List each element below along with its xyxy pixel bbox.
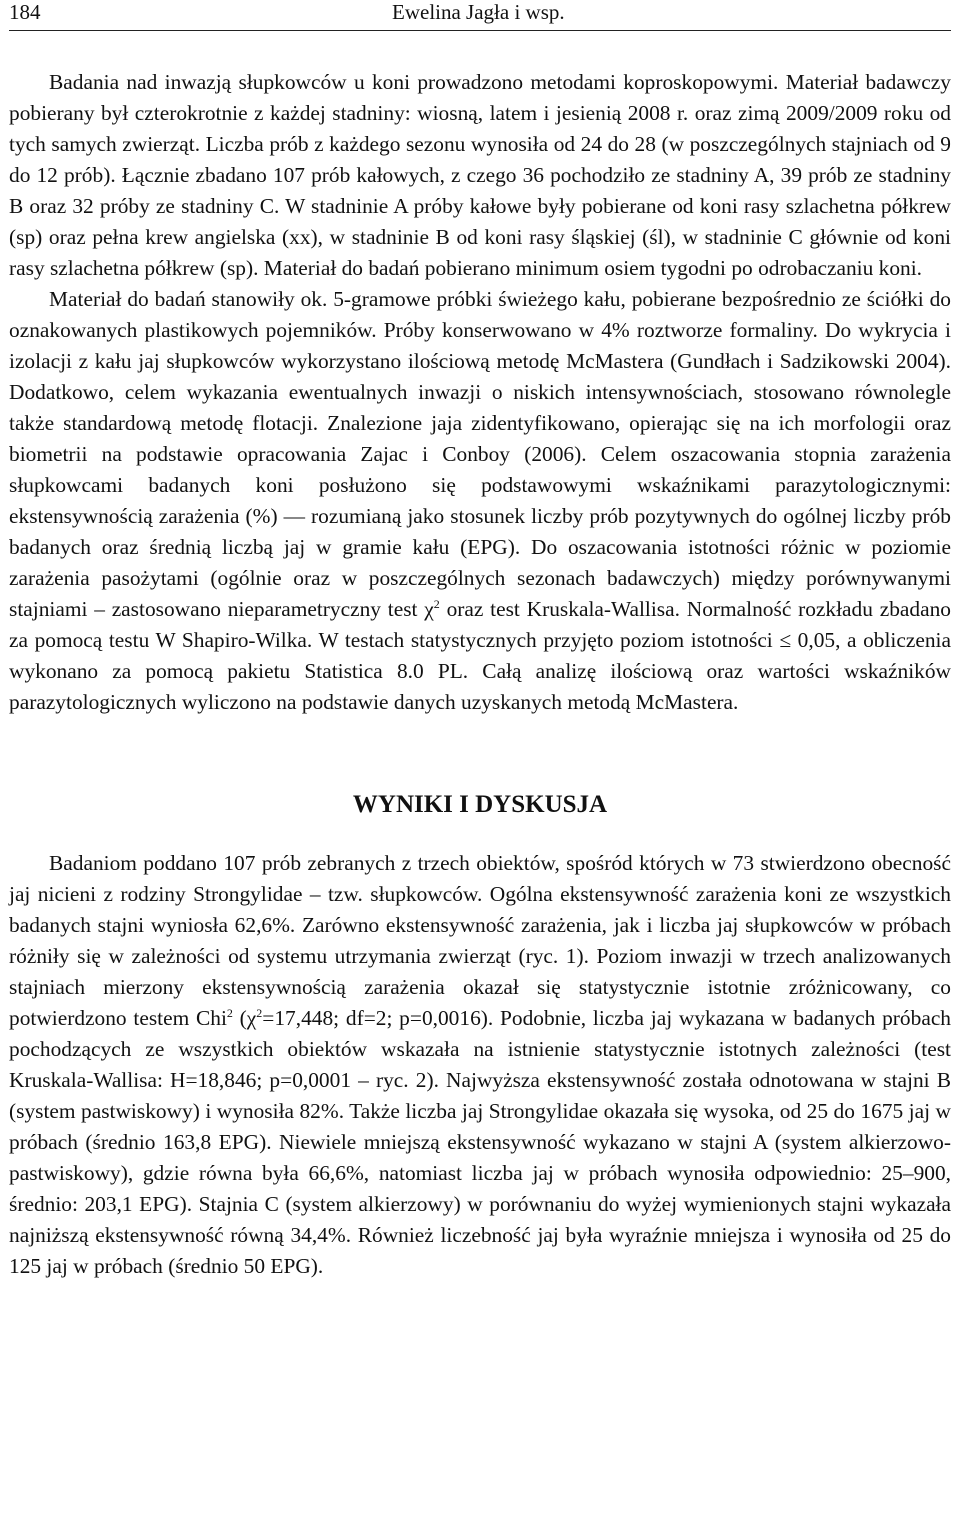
methods-paragraph-2-text-a: Materiał do badań stanowiły ok. 5-gramowe próbki świeżego kału, pobierane bezpośrednio ze ściółki do oznakowanych plastikowych pojemników. Próby konserwowano w 4% roztworze formaliny. Do wykrycia i izolacji z kału jaj słupkowców wykorzystano ilościową metodę McMastera (Gundłach i Sadzikowski 2004). Dodatkowo, celem wykazania ewentualnych inwazji o niskich intensywnościach, stosowano równolegle także standardową metodę flotacji. Znalezione jaja zidentyfikowano, opierając się na ich morfologii oraz biometrii na podstawie opracowania Zajac i Conboy (2006). Celem oszacowania stopnia zarażenia słupkowcami badanych koni posłużono się podstawowymi wskaźnikami parazytologicznymi: ekstensywnością zarażenia (%) — rozumianą jako stosunek liczby prób pozytywnych do ogólnej liczby prób badanych oraz średnią liczbą jaj w gramie kału (EPG). Do oszacowania istotności różnic w poziomie zarażenia pasożytami (ogólnie oraz w poszczególnych sezonach badawczych) między porównywanymi stajniami – zastosowano nieparametryczny test χ xyxy=(9,287,951,621)
results-text-a: Badaniom poddano 107 prób zebranych z trzech obiektów, spośród których w 73 stwierdzono obecność jaj nicieni z rodziny Strongylidae – tzw. słupkowców. Ogólna ekstensywność zarażenia koni ze wszystkich badanych stajni wyniosła 62,6%. Zarówno ekstensywność zarażenia, jak i liczba jaj słupkowców w próbach różniły się w zależności od systemu utrzymania zwierząt (ryc. 1). Poziom inwazji w trzech analizowanych stajniach mierzony ekstensywnością zarażenia okazał się statystycznie istotnie zróżnicowany, co potwierdzono testem Chi xyxy=(9,851,951,1030)
chi-superscript-2: 2 xyxy=(256,1005,263,1020)
results-text-b: (χ xyxy=(232,1006,257,1030)
methods-paragraph-2-text-b: oraz test Kruskala-Wallisa. Normalność rozkładu zbadano za pomocą testu W Shapiro-Wilka. W testach statystycznych przyjęto poziom istotności ≤ 0,05, a obliczenia wykonano za pomocą pakietu Statistica 8.0 PL. Całą analizę ilościową oraz wartości wskaźników parazytologicznych wyliczono na podstawie danych uzyskanych metodą McMastera. xyxy=(9,597,951,714)
methods-paragraph-1: Badania nad inwazją słupkowców u koni prowadzono metodami koproskopowymi. Materiał badawczy pobierany był czterokrotnie z każdej stadniny: wiosną, latem i jesienią 2008 r. oraz zimą 2009/2009 roku od tych samych zwierząt. Liczba prób z każdego sezonu wynosiła od 24 do 28 (w poszczególnych stajniach od 9 do 12 prób). Łącznie zbadano 107 prób kałowych, z czego 36 pochodziło ze stadniny A, 39 prób ze stadniny B oraz 32 próby ze stadniny C. W stadninie A próby kałowe były pobierane od koni rasy szlachetna półkrew (sp) oraz pełna krew angielska (xx), w stadninie B od koni rasy śląskiej (śl), w stadninie C głównie od koni rasy szlachetna półkrew (sp). Materiał do badań pobierano minimum osiem tygodni po odrobaczaniu koni. xyxy=(9,70,951,280)
chi-superscript-1: 2 xyxy=(226,1005,233,1020)
running-title: Ewelina Jagła i wsp. xyxy=(392,0,565,24)
chi-squared-superscript: 2 xyxy=(433,596,440,611)
page xyxy=(9,0,951,1282)
page-number: 184 xyxy=(9,0,41,24)
results-text-c: =17,448; df=2; p=0,0016). Podobnie, liczba jaj wykazana w badanych próbach pochodzących ze wszystkich obiektów wskazała na istnienie statystycznie istotnych zależności (test Kruskala-Wallisa: H=18,846; p=0,0001 – ryc. 2). Najwyższa ekstensywność została odnotowana w stajni B (system pastwiskowy) i wynosiła 82%. Także liczba jaj Strongylidae okazała się wysoka, od 25 do 1675 jaj w próbach (średnio 163,8 EPG). Niewiele mniejszą ekstensywność wykazano w stajni A (system alkierzowo-pastwiskowy), gdzie równa była 66,6%, natomiast liczba jaj w próbach wynosiła odpowiednio: 25–900, średnio: 203,1 EPG). Stajnia C (system alkierzowy) w porównaniu do wyżej wymienionych stajni wykazała najniższą ekstensywność równą 34,4%. Również liczebność jaj była wyraźnie mniejsza i wynosiła od 25 do 125 jaj w próbach (średnio 50 EPG). xyxy=(9,1006,952,1278)
results-paragraph xyxy=(9,848,951,1282)
methods-paragraph-2 xyxy=(9,284,951,718)
running-header xyxy=(9,0,951,31)
section-heading: WYNIKI I DYSKUSJA xyxy=(352,791,608,818)
